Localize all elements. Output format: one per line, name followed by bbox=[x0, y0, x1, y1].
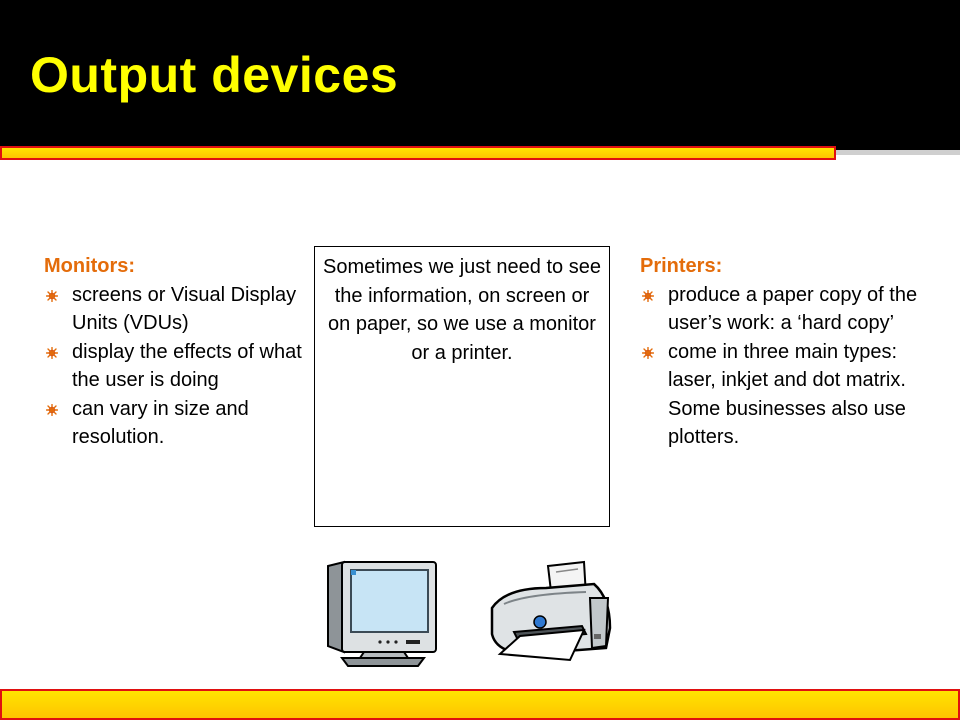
starburst-bullet-icon bbox=[46, 347, 58, 359]
list-item bbox=[44, 338, 304, 395]
list-item bbox=[640, 281, 920, 338]
printer-icon bbox=[486, 558, 616, 666]
printers-column bbox=[640, 252, 920, 452]
title-underline-band bbox=[0, 146, 836, 160]
title-bar bbox=[0, 0, 960, 150]
bullet-text: produce a paper copy of the user’s work: a ‘hard copy’ bbox=[668, 283, 918, 334]
bullet-text: can vary in size and resolution. bbox=[72, 397, 249, 448]
starburst-bullet-icon bbox=[642, 290, 654, 302]
center-text: Sometimes we just need to see the information, on screen or on paper, so we use a monitor or a printer. bbox=[323, 256, 601, 364]
bullet-text: come in three main types: laser, inkjet and dot matrix. Some businesses also use plotters. bbox=[668, 340, 906, 448]
bottom-band bbox=[0, 689, 960, 720]
monitor-icon bbox=[322, 560, 440, 668]
monitors-column bbox=[44, 252, 304, 452]
starburst-bullet-icon bbox=[46, 404, 58, 416]
slide-title: Output devices bbox=[30, 47, 399, 103]
monitors-heading: Monitors: bbox=[44, 255, 136, 277]
bullet-text: display the effects of what the user is doing bbox=[72, 340, 302, 391]
starburst-bullet-icon bbox=[46, 290, 58, 302]
starburst-bullet-icon bbox=[642, 347, 654, 359]
center-text-box bbox=[314, 246, 610, 527]
list-item bbox=[640, 338, 920, 452]
bullet-text: screens or Visual Display Units (VDUs) bbox=[72, 283, 297, 334]
printers-heading: Printers: bbox=[640, 255, 723, 277]
monitors-bullet-list bbox=[44, 281, 304, 452]
list-item bbox=[44, 395, 304, 452]
list-item bbox=[44, 281, 304, 338]
title-shadow-line bbox=[836, 150, 960, 155]
printers-bullet-list bbox=[640, 281, 920, 452]
